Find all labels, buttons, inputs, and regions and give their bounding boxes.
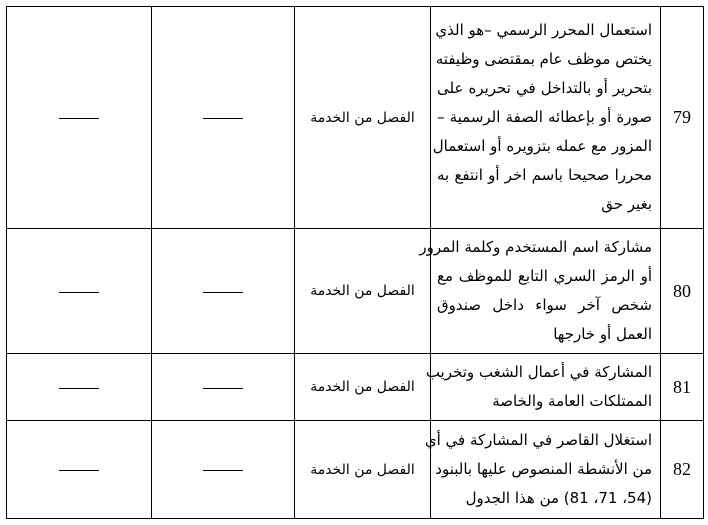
description-line: يختص موظف عام بمقتضى وظيفته [435,50,652,68]
table-row [7,7,704,229]
description-line: أو الرمز السري التابع للموظف مع [437,267,652,285]
penalty-cell: الفصل من الخدمة [295,354,431,421]
description-line: شخص آخر سواء داخل صندوق [437,296,652,314]
dash-mark [59,118,99,119]
empty-cell-col2 [152,229,295,354]
empty-cell-col1 [7,421,152,519]
empty-cell-col2 [152,354,295,421]
description-line: من الأنشطة المنصوص عليها بالبنود [435,460,652,478]
dash-mark [59,388,99,389]
penalty-cell: الفصل من الخدمة [295,229,431,354]
dash-mark [203,118,243,119]
dash-mark [203,388,243,389]
description-line: صورة أو بإعطائه الصفة الرسمية – [437,108,652,126]
description-line: استعمال المحرر الرسمي –هو الذي [435,21,652,39]
violations-table [6,6,704,519]
description-line: مشاركة اسم المستخدم وكلمة المرور [419,238,652,256]
table-row [7,421,704,519]
row-number: 81 [661,354,704,421]
row-number: 79 [661,7,704,229]
description-line: العمل أو خارجها [553,325,652,343]
description-line: الممتلكات العامة والخاصة [492,392,652,410]
description-line: المشاركة في أعمال الشغب وتخريب [425,363,652,381]
table-row [7,354,704,421]
table-row [7,229,704,354]
dash-mark [59,470,99,471]
description-line: استغلال القاصر في المشاركة في أي [424,431,652,449]
empty-cell-col1 [7,229,152,354]
description-line: (54، 71، 81) من هذا الجدول [465,489,652,507]
empty-cell-col2 [152,421,295,519]
dash-mark [59,292,99,293]
row-number: 80 [661,229,704,354]
dash-mark [203,470,243,471]
description-line: المزور مع عمله بتزويره أو استعمال [432,137,652,155]
description-cell [431,7,661,229]
empty-cell-col2 [152,7,295,229]
description-line: محررا صحيحا باسم اخر أو انتفع به [437,166,652,184]
description-cell [425,354,661,421]
empty-cell-col1 [7,354,152,421]
description-line: بتحرير أو بالتداخل في تحريره على [437,79,652,97]
empty-cell-col1 [7,7,152,229]
description-line: بغير حق [601,195,652,213]
row-number: 82 [661,421,704,519]
penalty-cell: الفصل من الخدمة [295,421,431,519]
description-cell [419,229,661,354]
penalty-cell: الفصل من الخدمة [295,7,431,229]
description-cell [424,421,661,519]
dash-mark [203,292,243,293]
